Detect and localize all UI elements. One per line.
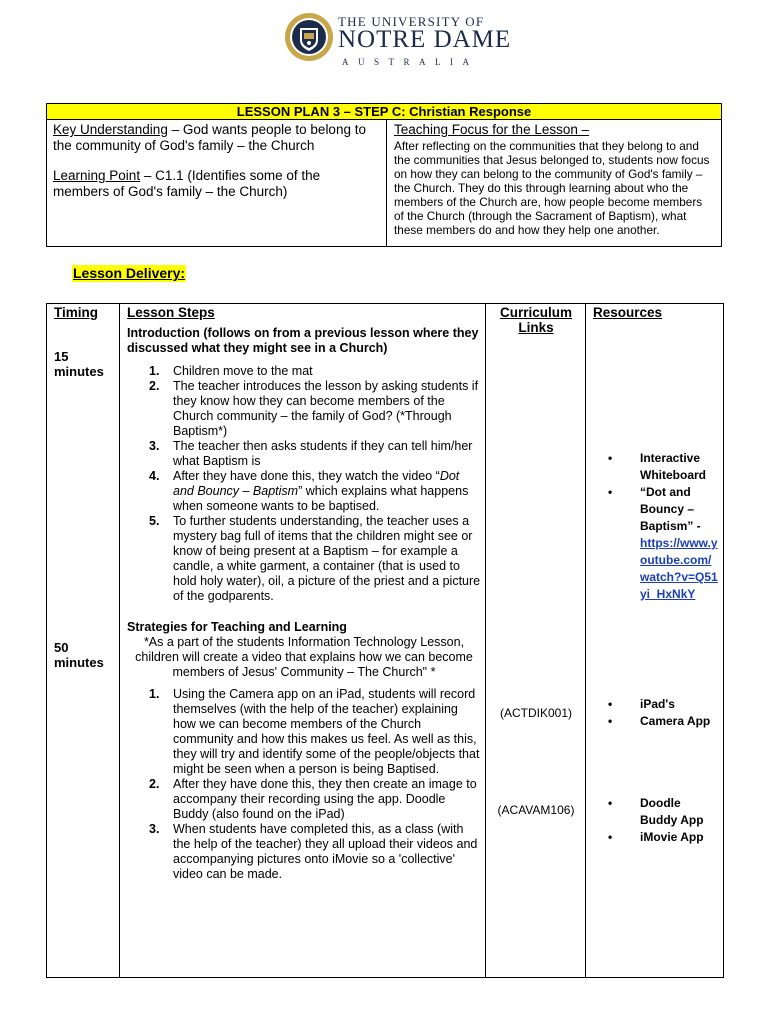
strategies-heading: Strategies for Teaching and Learning: [127, 620, 347, 634]
timing-15-minutes: 15 minutes: [54, 349, 104, 379]
teaching-focus-cell: [387, 120, 721, 247]
video-title: Dot and Bouncy – Baptism: [173, 469, 460, 498]
resources-column: [586, 304, 723, 977]
list-item: • Interactive Whiteboard: [608, 451, 706, 482]
list-item: 1. Children move to the mat: [149, 364, 313, 378]
teaching-focus-text: After reflecting on the communities that they belong to and the communities that Jesus belonged to, students now focus on how they can belong to the community of God's family – the Church. They do this through learning about who the members of the Church are, how people become members of the Church (through the Sacrament of Baptism), what these members do and how they help one another.: [394, 139, 710, 237]
bullet-icon: •: [608, 451, 613, 465]
teaching-focus-label: Teaching Focus for the Lesson –: [394, 122, 590, 137]
bullet-icon: •: [608, 714, 613, 728]
learning-point-label: Learning Point: [53, 168, 141, 183]
strategies-note: *As a part of the students Information Technology Lesson, children will create a video that explains how we can become members of Jesus' Community – The Church" *: [135, 635, 473, 679]
timing-50-minutes: 50 minutes: [54, 640, 104, 670]
key-understanding: [53, 122, 380, 154]
university-logo: [284, 12, 512, 67]
lesson-delivery-table: [46, 303, 724, 978]
key-understanding-text: – God wants people to belong to the community of God's family – the Church: [53, 122, 366, 153]
resources-header: Resources: [593, 305, 663, 320]
curriculum-links-column: [486, 304, 586, 977]
learning-point: [53, 168, 380, 200]
bullet-icon: •: [608, 697, 613, 711]
list-item: • “Dot and Bouncy – Baptism” - https://www.youtube.com/watch?v=Q51yi_HxNkY: [608, 485, 718, 601]
list-item: 2. After they have done this, they then create an image to accompany their recording using the app. Doodle Buddy (also found on the iPad): [149, 777, 477, 821]
lesson-plan-title: LESSON PLAN 3 – STEP C: Christian Response: [47, 104, 721, 120]
lesson-steps-header: Lesson Steps: [127, 305, 215, 320]
list-item: • Camera App: [608, 714, 711, 728]
timing-column: [47, 304, 120, 977]
bullet-icon: •: [608, 830, 613, 844]
strategies-steps-list: [127, 687, 481, 882]
list-item: 5. To further students understanding, the teacher uses a mystery bag full of items that the children might see or know of being present at a Baptism – for example a candle, a white garment, a container (that is used to hold holy water), oil, a picture of the priest and a picture of the godparents.: [149, 514, 481, 603]
resources-list-recording: [598, 696, 718, 730]
crest-icon: [284, 12, 334, 62]
university-name-line3: AUSTRALIA: [342, 57, 479, 67]
key-understanding-label: Key Understanding: [53, 122, 168, 137]
introduction-heading: Introduction (follows on from a previous lesson where they discussed what they might see in a Church): [127, 326, 479, 355]
university-name-line2: NOTRE DAME: [338, 26, 512, 53]
list-item: • iMovie App: [608, 830, 704, 844]
learning-point-text: – C1.1 (Identifies some of the members of God's family – the Church): [53, 168, 321, 199]
curriculum-links-header: Curriculum Links: [499, 305, 572, 335]
curriculum-code-2: (ACAVAM106): [497, 803, 575, 817]
curriculum-code-1: (ACTDIK001): [499, 706, 573, 720]
timing-header: Timing: [54, 305, 99, 320]
university-name-line1: THE UNIVERSITY OF: [338, 14, 485, 29]
list-item: • iPad's: [608, 697, 675, 711]
key-understanding-cell: [47, 120, 387, 247]
video-link[interactable]: https://www.youtube.com/watch?v=Q51yi_HxNkY: [640, 536, 718, 601]
list-item: 4. After they have done this, they watch the video “Dot and Bouncy – Baptism” which explains what happens when someone wants to be baptised.: [149, 469, 469, 513]
list-item: 3. When students have completed this, as a class (with the help of the teacher) they all upload their videos and accompanying pictures onto iMovie so a 'collective' video can be made.: [149, 822, 478, 881]
bullet-icon: •: [608, 485, 613, 499]
list-item: 1. Using the Camera app on an iPad, students will record themselves (with the help of the teacher) explaining how we can become members of the Church community and how this makes us feel. As well as this, they will try and identify some of the people/objects that might be seen when a person is being Baptised.: [149, 687, 480, 776]
list-item: • Doodle Buddy App: [608, 796, 704, 827]
introduction-steps-list: [127, 364, 481, 604]
lesson-plan-summary-table: [46, 103, 722, 247]
lesson-steps-column: [120, 304, 486, 977]
resources-list-apps: [598, 795, 718, 846]
resources-list-intro: [598, 450, 718, 603]
list-item: 3. The teacher then asks students if they can tell him/her what Baptism is: [149, 439, 473, 468]
lesson-delivery-heading: Lesson Delivery:: [73, 265, 186, 281]
bullet-icon: •: [608, 796, 613, 810]
list-item: 2. The teacher introduces the lesson by asking students if they know how they can become members of the Church community – the family of God? (*Through Baptism*): [149, 379, 479, 438]
